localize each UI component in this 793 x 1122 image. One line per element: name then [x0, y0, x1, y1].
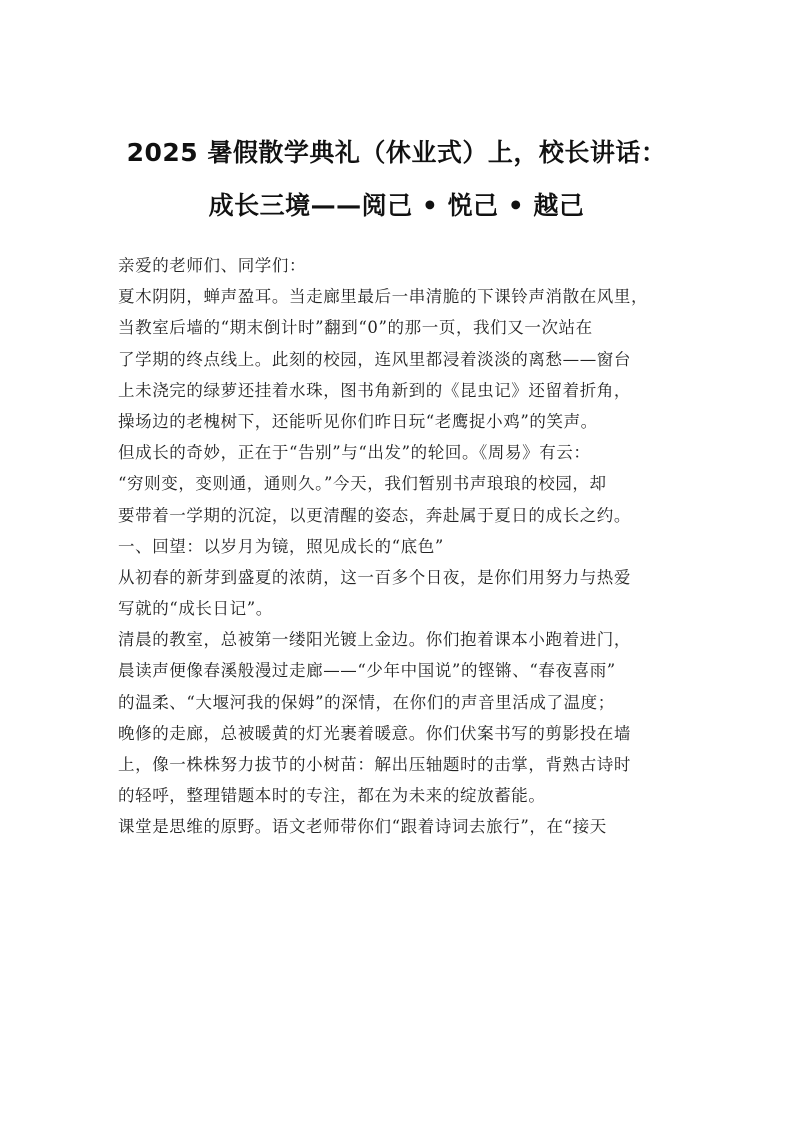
document-body: [118, 250, 684, 843]
body-line: 写就的“成长日记”。: [118, 599, 273, 619]
body-line: “穷则变，变则通，通则久。”今天，我们暂别书声琅琅的校园，却: [118, 474, 607, 494]
body-line: 上未浇完的绿萝还挂着水珠，图书角新到的《昆虫记》还留着折角，: [118, 380, 631, 400]
body-line: 要带着一学期的沉淀，以更清醒的姿态，奔赴属于夏日的成长之约。: [118, 505, 631, 525]
document-title: [0, 126, 793, 232]
title-line-2: 成长三境——阅己 • 悦己 • 越己: [208, 191, 585, 220]
body-line: 上，像一株株努力拔节的小树苗：解出压轴题时的击掌，背熟古诗时: [118, 755, 631, 774]
body-line: 了学期的终点线上。此刻的校园，连风里都浸着淡淡的离愁——窗台: [118, 349, 631, 369]
section-heading: 一、回望：以岁月为镜，照见成长的“底色”: [118, 536, 444, 556]
body-line: 操场边的老槐树下，还能听见你们昨日玩“老鹰捉小鸡”的笑声。: [118, 411, 598, 431]
body-line: 清晨的教室，总被第一缕阳光镀上金边。你们抱着课本小跑着进门，: [118, 630, 631, 650]
body-line: 晨读声便像春溪般漫过走廊——“少年中国说”的铿锵、“春夜喜雨”: [118, 661, 616, 681]
body-line: 但成长的奇妙，正在于“告别”与“出发”的轮回。《周易》有云：: [118, 443, 591, 463]
salutation: 亲爱的老师们、同学们：: [118, 256, 307, 275]
body-line: 夏木阴阴，蝉声盈耳。当走廊里最后一串清脆的下课铃声消散在风里，: [118, 287, 649, 307]
body-line: 当教室后墙的“期末倒计时”翻到“0”的那一页，我们又一次站在: [118, 318, 593, 338]
body-line: 的温柔、“大堰河我的保姆”的深情，在你们的声音里活成了温度；: [118, 692, 615, 712]
body-line: 晚修的走廊，总被暖黄的灯光裹着暖意。你们伏案书写的剪影投在墙: [118, 723, 631, 743]
body-line: 的轻呼，整理错题本时的专注，都在为未来的绽放蓄能。: [118, 786, 546, 806]
title-line-1: 2025 暑假散学典礼（休业式）上，校长讲话：: [126, 138, 667, 167]
body-line: 课堂是思维的原野。语文老师带你们“跟着诗词去旅行”，在“接天: [118, 817, 607, 837]
body-line: 从初春的新芽到盛夏的浓荫，这一百多个日夜，是你们用努力与热爱: [118, 567, 631, 587]
